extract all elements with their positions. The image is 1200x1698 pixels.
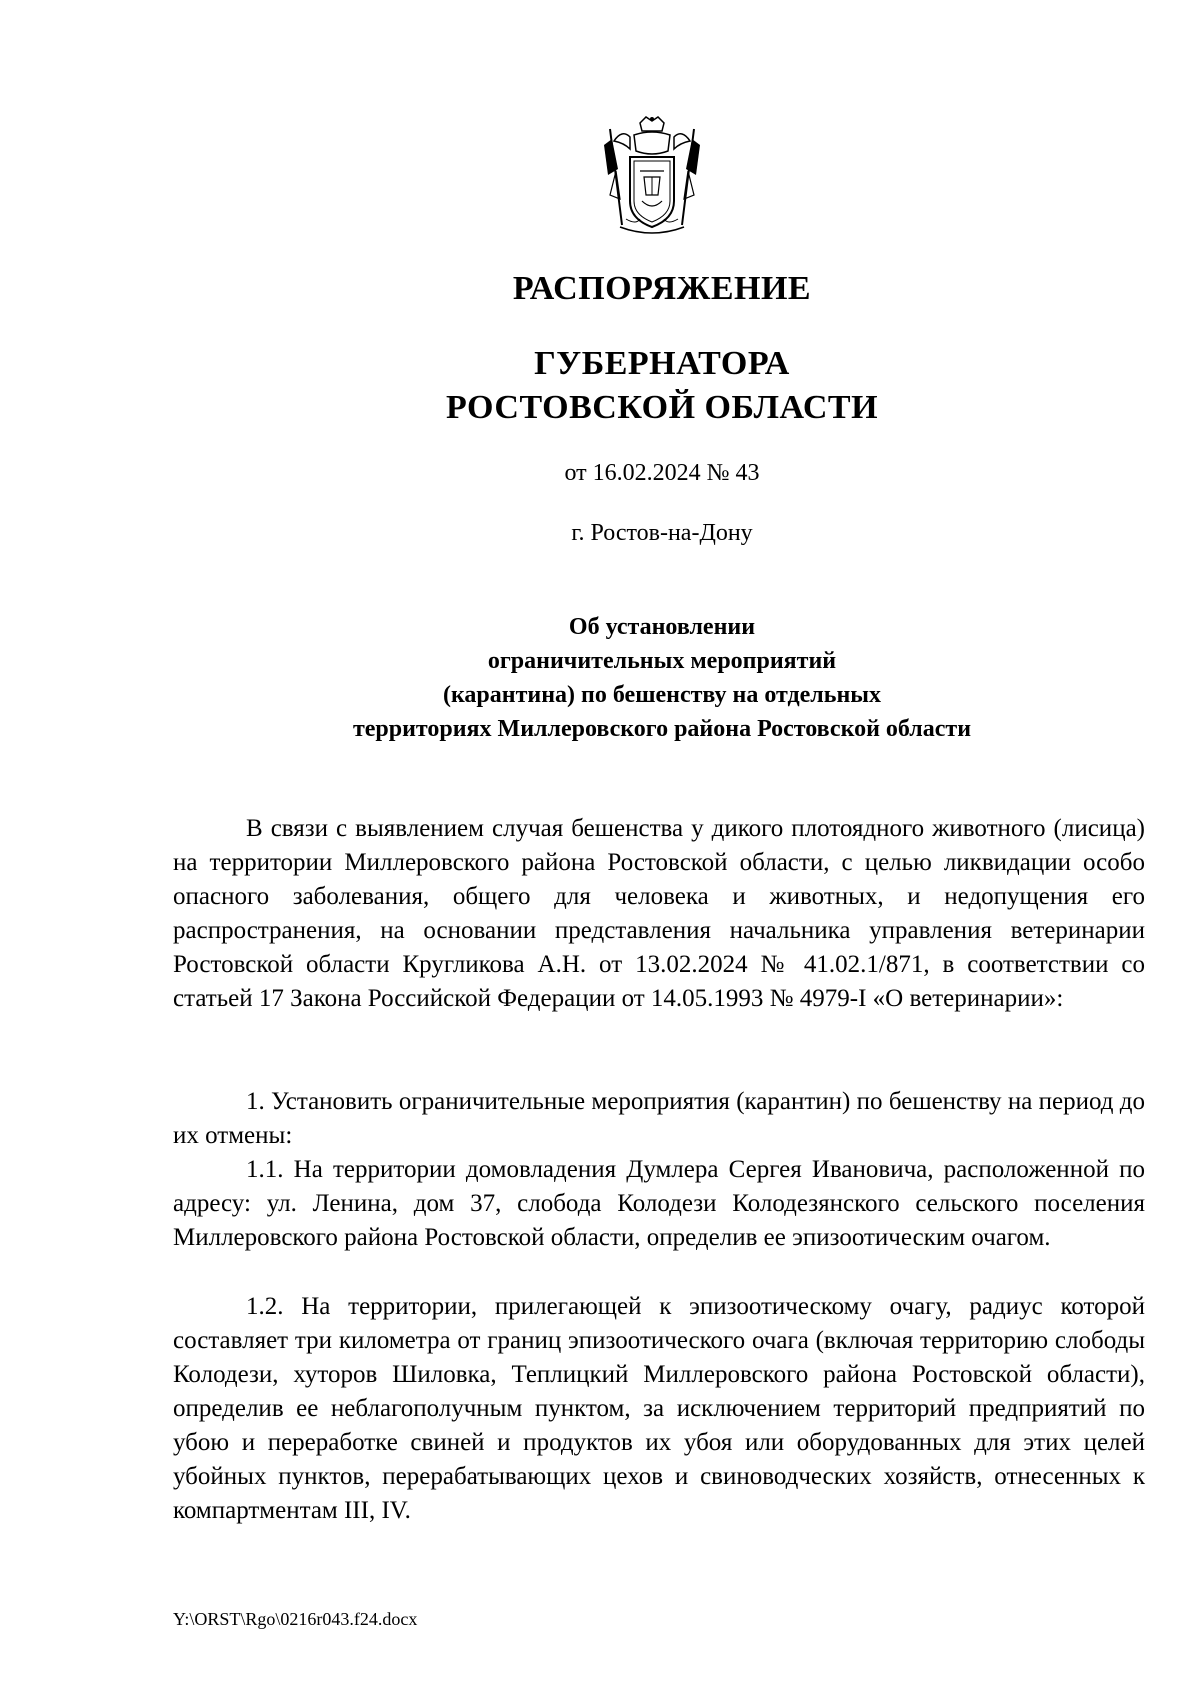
footer-file-path: Y:\ORST\Rgo\0216r043.f24.docx <box>173 1609 418 1629</box>
item-1-paragraph: 1. Установить ограничительные мероприятия (карантин) по бешенству на период до их отмены: <box>173 1088 1145 1149</box>
document-city: г. Ростов-на-Дону <box>571 520 753 546</box>
subject-line: территориях Миллеровского района Ростовской области <box>352 716 972 742</box>
authority-line-2: РОСТОВСКОЙ ОБЛАСТИ <box>445 389 879 426</box>
document-subject-title <box>0 610 1200 746</box>
subject-line: ограничительных мероприятий <box>487 648 837 674</box>
item-1-1-paragraph: 1.1. На территории домовладения Думлера Сергея Ивановича, расположенной по адресу: ул. Ленина, дом 37, слобода Колодези Колодезянского сельского поселения Миллеровского района Ростовской области, определив ее эпизоотическим очагом. <box>173 1156 1145 1251</box>
document-date-number: от 16.02.2024 № 43 <box>564 460 760 486</box>
document-type-heading: РАСПОРЯЖЕНИЕ <box>512 270 812 307</box>
preamble-paragraph: В связи с выявлением случая бешенства у дикого плотоядного животного (лисица) на территории Миллеровского района Ростовской области, с целью ликвидации особо опасного заболевания, общего для человека и животных, и недопущения его распространения, на основании представления начальника управления ветеринарии Ростовской области Кругликова А.Н. от 13.02.2024 № 41.02.1/871, в соответствии со статьей 17 Закона Российской Федерации от 14.05.1993 № 4979-I «О ветеринарии»: <box>173 815 1145 1012</box>
subject-line: (карантина) по бешенству на отдельных <box>442 682 882 708</box>
authority-line-1: ГУБЕРНАТОРА <box>534 345 790 382</box>
issuing-authority-heading <box>0 342 1200 430</box>
item-1-2-paragraph: 1.2. На территории, прилегающей к эпизоотическому очагу, радиус которой составляет три километра от границ эпизоотического очага (включая территорию слободы Колодези, хуторов Шиловка, Теплицкий Миллеровского района Ростовской области), определив ее неблагополучным пунктом, за исключением территорий предприятий по убою и переработке свиней и продуктов их убоя или оборудованных для этих целей убойных пунктов, перерабатывающих цехов и свиноводческих хозяйств, отнесенных к компартментам III, IV. <box>173 1293 1145 1524</box>
subject-line: Об установлении <box>568 614 756 640</box>
rostov-oblast-coat-of-arms-icon <box>600 115 704 239</box>
